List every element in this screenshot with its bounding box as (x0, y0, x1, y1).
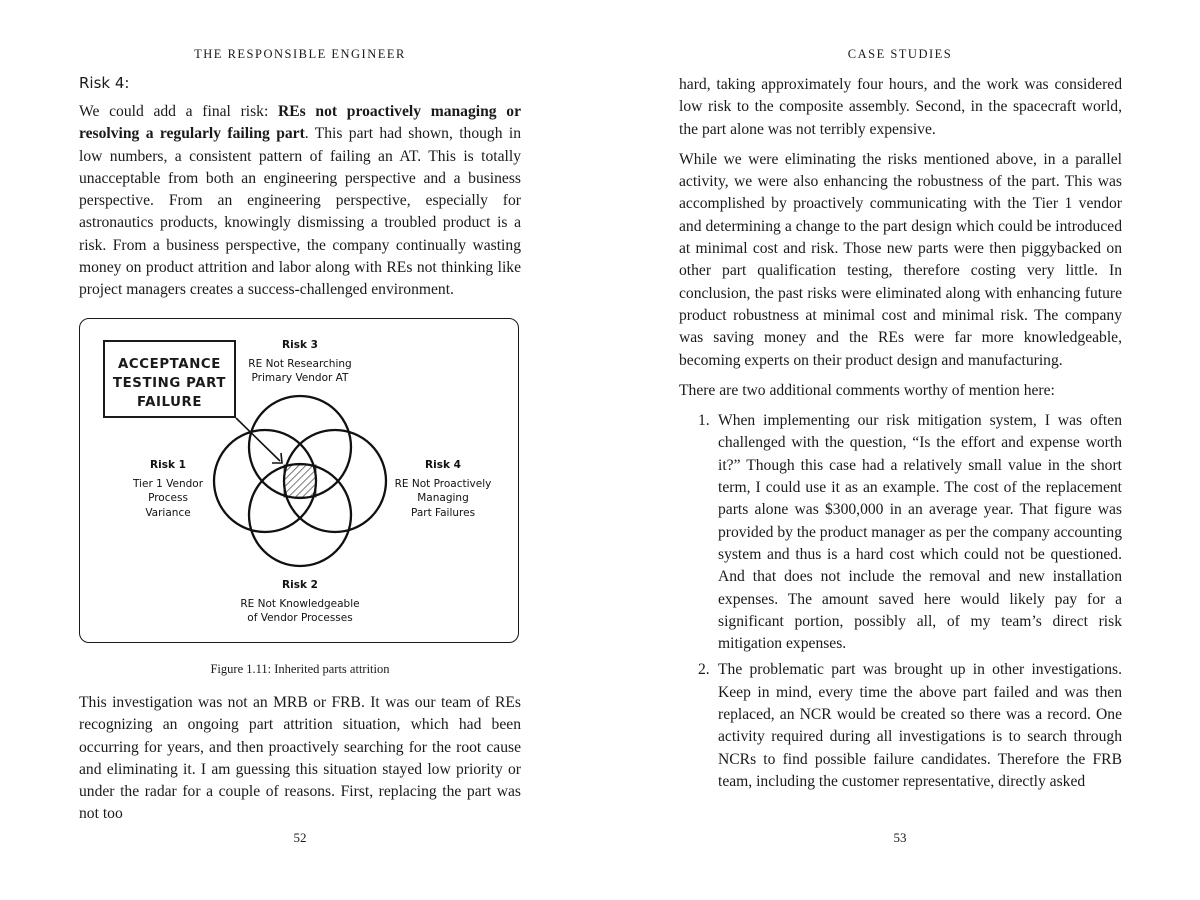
closing-paragraph-container (79, 692, 521, 826)
list-number: 1. (698, 412, 710, 430)
paragraph-1: hard, taking approximately four hours, and the work was considered low risk to the composite assembly. Second, in the spacecraft world, the part alone was not terribly expensive. (679, 76, 1122, 138)
callout-line: TESTING PART (112, 376, 227, 391)
risk-2-label (230, 578, 370, 626)
callout-line: FAILURE (136, 395, 203, 410)
list-item-text: When implementing our risk mitigation system, I was often challenged with the question, “Is the effort and expense worth it?” Though this case had a relatively small value in the short term, I could use it as an example. The cost of the replacement parts alone was $300,000 in an average year. That figure was provided by the product manager as per the company accounting system and thus is a hard cost which could not be questioned. And that does not include the removal and new installation expenses. The amount saved here would likely pay for a significant portion, possibly all, of my team’s direct risk mitigation expenses. (718, 412, 1122, 653)
running-head-left: THE RESPONSIBLE ENGINEER (194, 47, 406, 61)
risk-3-line: Primary Vendor AT (251, 372, 349, 384)
risk-4-line: Part Failures (410, 506, 476, 519)
risk-1-line: Variance (145, 506, 191, 519)
page-number-right: 53 (893, 830, 907, 845)
callout-line: ACCEPTANCE (118, 357, 221, 372)
risk-1-title: Risk 1 (150, 459, 186, 471)
callout-arrow (236, 418, 280, 461)
list-number: 2. (698, 661, 710, 679)
risk-1-line: Tier 1 Vendor (132, 477, 204, 490)
paragraph-2: While we were eliminating the risks mentioned above, in a parallel activity, we were also enhancing the robustness of the part. This was accomplished by proactively communicating with the Tier 1 vendor and determining a change to the part design which could be introduced at minimal cost and risk. Those new parts were then piggybacked on other part qualification testing, therefore costing very little. In conclusion, the past risks were eliminated along with enhancing future product robustness at minimal cost and minimal risk. The company was saving money and the REs were far more knowledgeable, becoming experts on their product design and manufacturing. (679, 150, 1122, 369)
list-item (679, 659, 1122, 793)
risk-2-line: of Vendor Processes (247, 612, 353, 624)
risk-4-line: RE Not Proactively (394, 477, 492, 490)
risk-4-title: Risk 4 (425, 459, 461, 471)
risk-3-line: RE Not Researching (248, 357, 352, 370)
list-item-text: The problematic part was brought up in other investigations. Keep in mind, every time the above part failed and was then replaced, an NCR would be created so there was a record. One activity required during all investigations is to search through NCRs to find possible failure candidates. Therefore the FRB team, including the customer representative, directly asked (718, 661, 1122, 790)
intro-bold-risk: REs not proactively managing or resolving a regularly failing part (79, 103, 521, 143)
risk-2-title: Risk 2 (282, 579, 318, 591)
paragraph-3: There are two additional comments worthy of mention here: (679, 381, 1055, 399)
right-body (679, 74, 1122, 793)
page-number-left: 52 (293, 830, 307, 845)
closing-paragraph: This investigation was not an MRB or FRB. It was our team of REs recognizing an ongoing part attrition situation, which had been occurring for years, and then proactively searching for the root cause and eliminating it. I am guessing this situation stayed low priority or under the radar for a couple of reasons. First, replacing the part was not too (79, 694, 521, 823)
risk-4-label (390, 458, 496, 520)
risk-3-title: Risk 3 (282, 339, 318, 351)
acceptance-testing-callout (103, 340, 236, 418)
venn-overlap-hatch (284, 465, 316, 497)
risk-1-label (119, 458, 217, 520)
right-page (600, 0, 1200, 900)
list-item (679, 410, 1122, 655)
risk-4-heading: Risk 4: (79, 74, 130, 92)
comments-list (679, 410, 1122, 793)
risk-2-line: RE Not Knowledgeable (240, 597, 360, 610)
running-head-right: CASE STUDIES (847, 47, 953, 61)
figure-caption: Figure 1.11: Inherited parts attrition (210, 662, 390, 676)
intro-rest: . This part had shown, though in low numbers, a consistent pattern of failing an AT. This is totally unacceptable from both an engineering perspective and a business perspective. From an engineering perspective, especially for astronautics products, knowingly dismissing a troubled product is a risk. From a business perspective, the company continually wasting money on product attrition and labor along with REs not thinking like project managers creates a success-challenged environment. (79, 125, 521, 299)
risk-4-line: Managing (417, 492, 469, 504)
risk-3-label (240, 338, 360, 386)
risk-1-line: Process (148, 492, 188, 504)
intro-prefix: We could add a final risk: (79, 103, 278, 120)
